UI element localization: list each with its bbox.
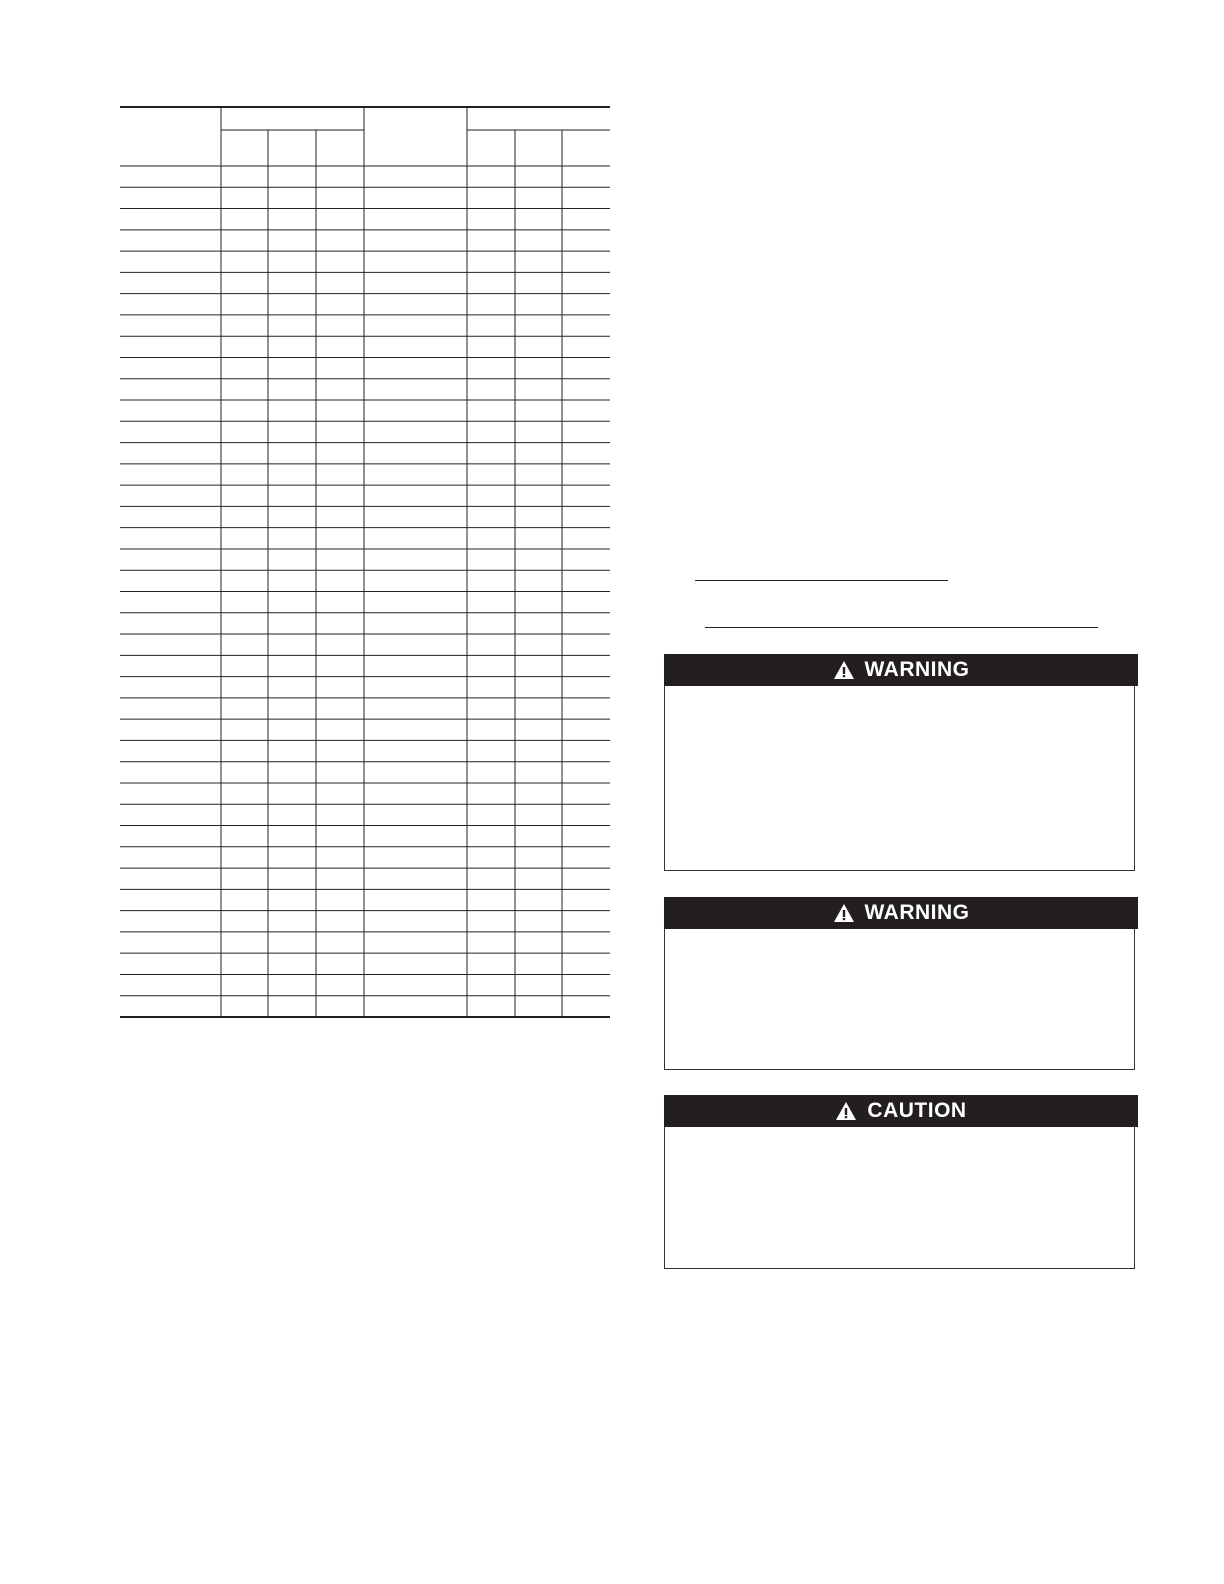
warning-triangle-icon — [833, 903, 855, 923]
caution-notice — [664, 1095, 1138, 1269]
blank-data-table — [120, 106, 610, 1018]
warning-notice-2 — [664, 897, 1138, 1070]
warning-body — [664, 686, 1135, 871]
warning-body — [664, 929, 1135, 1070]
warning-header — [664, 897, 1138, 929]
warning-header — [664, 654, 1138, 686]
caution-triangle-icon — [835, 1101, 857, 1121]
caution-label: CAUTION — [867, 1099, 967, 1122]
warning-label: WARNING — [864, 658, 970, 681]
caution-header — [664, 1095, 1138, 1127]
blank-underline-long — [705, 627, 1098, 628]
warning-notice-1 — [664, 654, 1138, 871]
warning-triangle-icon — [833, 660, 855, 680]
blank-underline-short — [695, 580, 948, 581]
caution-body — [664, 1127, 1135, 1269]
warning-label: WARNING — [864, 901, 970, 924]
